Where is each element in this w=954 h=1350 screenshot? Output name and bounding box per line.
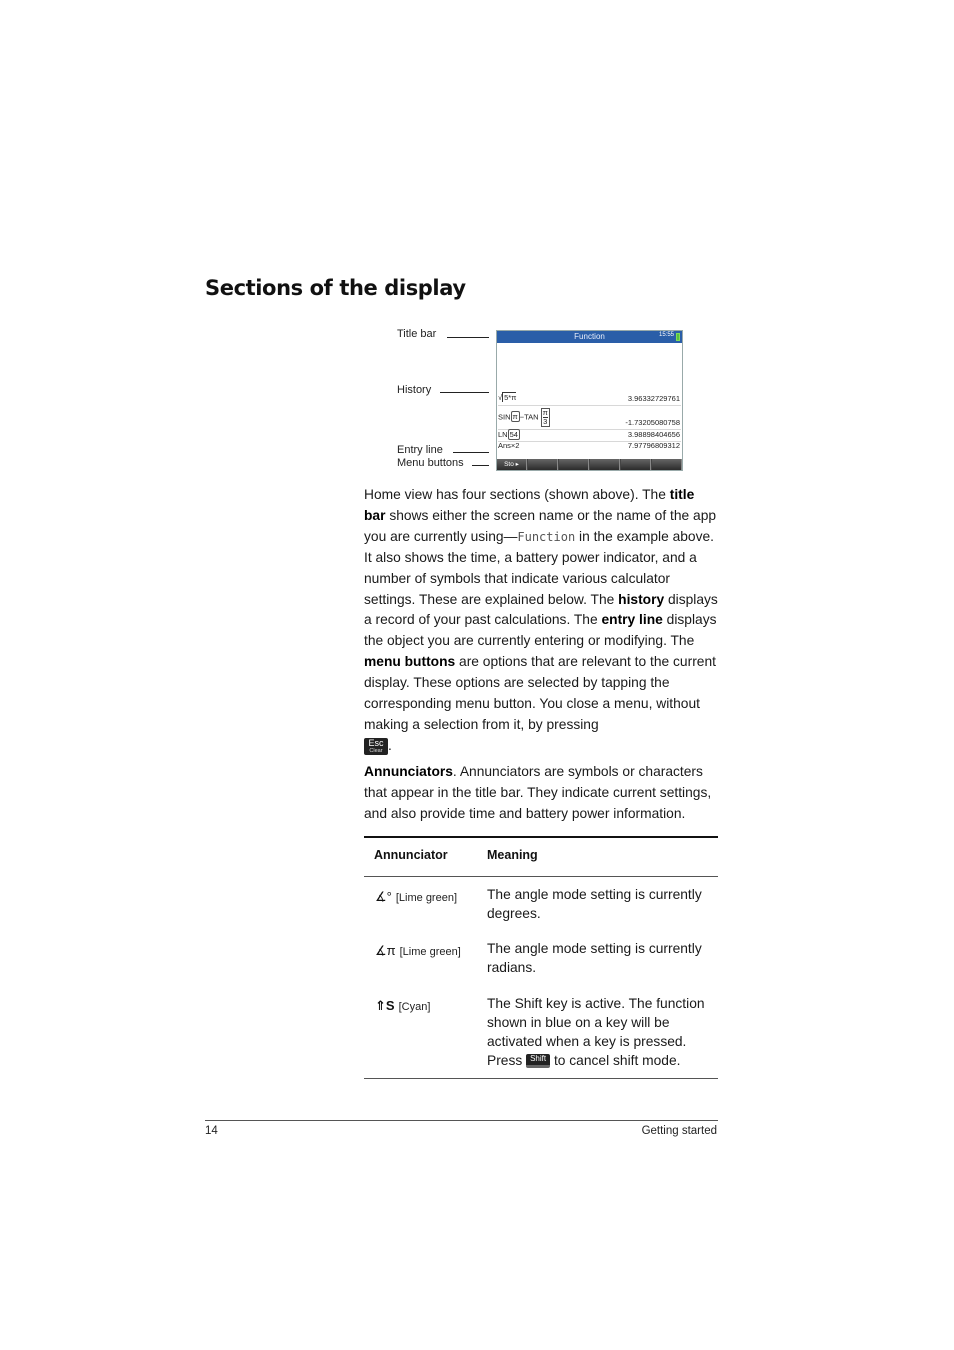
- history-result: 3.98898404656: [627, 430, 680, 439]
- history-row: √ 5*π 3.96332729761: [498, 391, 681, 405]
- shift-annunciator-icon: ⇑S: [375, 998, 395, 1013]
- table-top-rule: [364, 836, 718, 838]
- history-expr-func: LN: [498, 430, 508, 439]
- history-row: [498, 405, 681, 429]
- page-heading: Sections of the display: [205, 276, 466, 300]
- menu-button-6[interactable]: [652, 459, 682, 470]
- callout-line-history: [440, 392, 489, 393]
- table-row-symbol: ⇑S [Cyan]: [375, 998, 431, 1013]
- history-expr-func: SIN: [498, 412, 511, 422]
- menu-button-3[interactable]: [559, 459, 589, 470]
- table-header-meaning: Meaning: [487, 848, 538, 862]
- callout-line-entry-line: [453, 452, 489, 453]
- page-number: 14: [205, 1125, 218, 1137]
- callout-line-menu-buttons: [472, 465, 489, 466]
- app-name-code: Function: [517, 529, 576, 544]
- history-expr-arg: 54: [509, 430, 518, 439]
- callout-title-bar: Title bar: [397, 328, 437, 340]
- history-expr: Ans×2: [498, 441, 520, 450]
- esc-key-icon: Esc Clear: [364, 738, 388, 755]
- angle-radians-icon: ∡π: [375, 943, 396, 958]
- menu-button-2[interactable]: [528, 459, 558, 470]
- table-header-rule: [364, 876, 718, 877]
- angle-degrees-icon: ∡°: [375, 889, 392, 904]
- table-row-meaning: The Shift key is active. The function shown in blue on a key will be activated when a key is pressed. Press Shift to cancel shift mode.: [487, 996, 705, 1068]
- table-row-meaning: The angle mode setting is currently degrees.: [487, 887, 702, 921]
- callout-entry-line: Entry line: [397, 444, 443, 456]
- menu-button-4[interactable]: [590, 459, 620, 470]
- table-row-symbol: ∡π [Lime green]: [375, 943, 461, 958]
- annunciators-paragraph: Annunciators. Annunciators are symbols or characters that appear in the title bar. They indicate current settings, and also provide time and battery power information.: [364, 764, 712, 821]
- table-header-annunciator: Annunciator: [374, 848, 448, 862]
- screen-clock: 15:55: [658, 332, 674, 338]
- callout-history: History: [397, 384, 432, 396]
- history-row: [498, 441, 681, 453]
- menu-button-5[interactable]: [621, 459, 651, 470]
- history-expr-func2: −TAN: [519, 412, 539, 422]
- table-row-symbol: ∡° [Lime green]: [375, 889, 458, 904]
- screen-title-bar: [497, 331, 682, 343]
- table-row-meaning: The angle mode setting is currently radians.: [487, 941, 702, 975]
- history-expr-arg: π: [512, 412, 518, 422]
- footer-rule: [205, 1120, 718, 1121]
- footer-section: Getting started: [641, 1125, 717, 1137]
- screen-menu-bar: [497, 459, 682, 470]
- shift-key-icon: Shift: [526, 1054, 550, 1068]
- history-expr: 5*π: [504, 393, 517, 402]
- calculator-screen: [496, 330, 683, 471]
- callout-line-title-bar: [447, 337, 489, 338]
- intro-paragraph: Home view has four sections (shown above). The title bar shows either the screen name or the name of the app you are currently using—Function in the example above. It also shows the time, a battery power indicator, and a number of symbols that indicate various calculator settings. These are explained below. The history displays a record of your past calculations. The entry line displays the object you are currently entering or modifying. The menu buttons are options that are relevant to the current display. These options are selected by tapping the corresponding menu button. You close a menu, without making a selection from it, by pressing Esc Clear .: [364, 487, 718, 754]
- history-result: 3.96332729761: [627, 394, 680, 403]
- history-result: 7.97796809312: [627, 441, 680, 450]
- menu-button-sto[interactable]: Sto ▸: [497, 459, 527, 470]
- table-bottom-rule: [364, 1078, 718, 1079]
- screen-title: Function: [574, 332, 605, 341]
- battery-icon: [676, 333, 680, 341]
- history-fraction: $\frac{\pi}{3}$: [542, 408, 548, 426]
- history-row: [498, 429, 681, 441]
- callout-menu-buttons: Menu buttons: [397, 457, 464, 469]
- history-result: -1.73205080758: [625, 418, 680, 427]
